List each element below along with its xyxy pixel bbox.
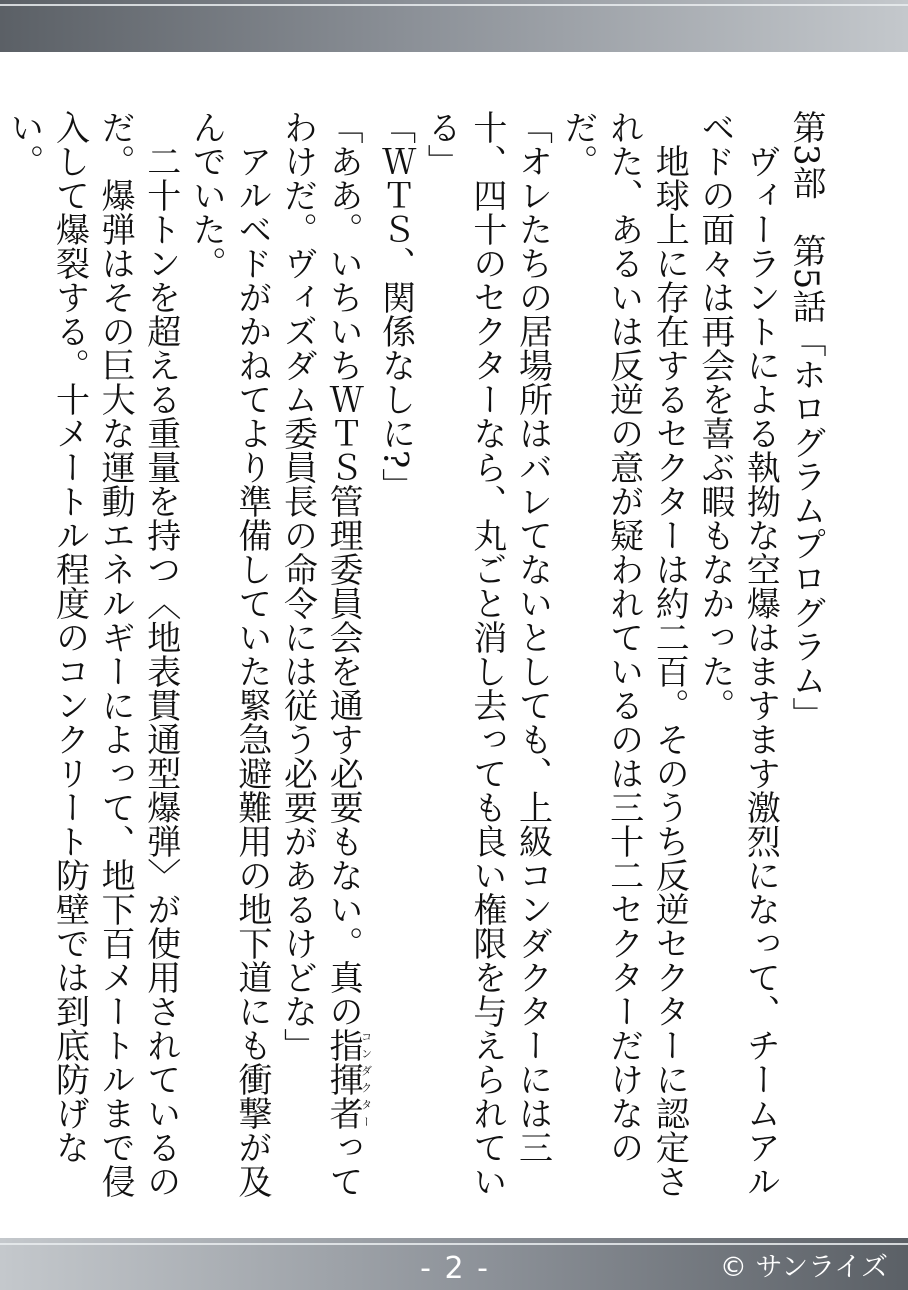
ruby-base: 指揮者 [323,1028,364,1130]
paragraph-3: 「オレたちの居場所はバレてないとしても、上級コンダクターには三十、四十のセクターなら、丸ごと消し去っても良い権限を与えられている」 [421,110,553,1198]
paragraph-5 [274,110,372,1220]
paragraph-4: 「ＷＴＳ、関係なしに?」 [375,110,416,503]
paragraph-5-before: 「ああ。いちいちＷＴＳ管理委員会を通す必要もない。真の [323,110,364,1028]
footer-rule [0,1243,908,1245]
paragraph-6: アルベドがかねてより準備していた緊急避難用の地下道にも衝撃が及んでいた。 [186,110,272,1198]
paragraph-1: ヴィーラントによる執拗な空爆はますます激烈になって、チームアルベドの面々は再会を喜ぶ暇もなかった。 [694,110,781,1198]
ruby-conductor [323,1028,373,1130]
vertical-text-body [3,110,828,1220]
chapter-heading: 第3部 第5話「ホログラムプログラム」 [786,110,826,732]
header-band [0,0,908,52]
page-number: - 2 - [420,1251,490,1286]
ruby-reading: コンダクター [359,1028,373,1130]
copyright-notice: © サンライズ [719,1252,888,1283]
paragraph-2: 地球上に存在するセクターは約二百。そのうち反逆セクターに認定された、あるいは反逆の意が疑われているのは三十二セクターだけなのだ。 [558,110,690,1198]
paragraph-7: 二十トンを超える重量を持つ〈地表貫通型爆弾〉が使用されているのだ。爆弾はその巨大な運動エネルギーによって、地下百メートルまで侵入して爆裂する。十メートル程度のコンクリート防壁では到底防げない。 [3,110,181,1198]
header-rule [0,4,908,6]
paragraph-5-after: ってわけだ。ヴィズダム委員長の命令には従う必要があるけどな」 [277,110,364,1198]
